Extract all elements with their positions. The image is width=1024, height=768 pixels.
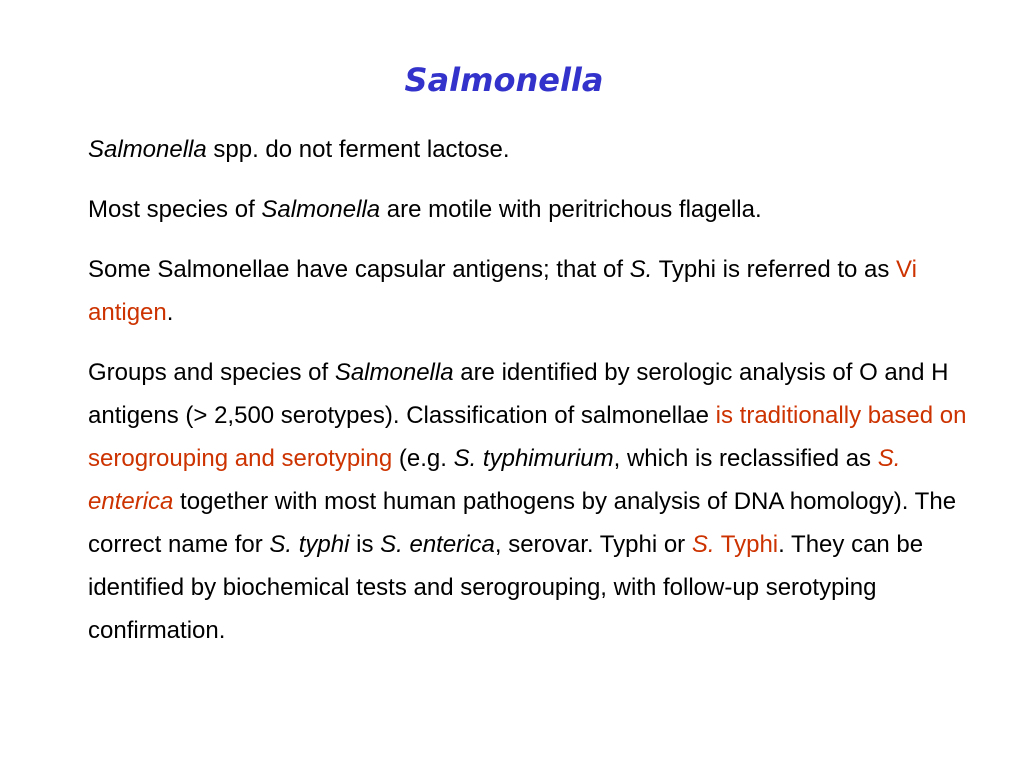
slide-title: Salmonella <box>404 61 604 99</box>
text-span: are identified by serologic analysis of O and H antigens (> 2,500 serotypes). Classification of salmonellae <box>88 359 949 429</box>
text-span: S. typhi <box>269 531 350 558</box>
paragraph-capsular-antigens <box>88 248 978 334</box>
paragraph-motility <box>88 188 978 231</box>
highlight-span: S. <box>691 531 715 558</box>
text-span: S. <box>629 256 653 283</box>
text-span: (e.g. <box>392 445 454 472</box>
text-span: together with most human pathogens by analysis of DNA homology). The correct name for <box>88 488 957 558</box>
text-span: Most species of <box>88 196 262 223</box>
text-span: . <box>166 299 174 326</box>
paragraph-classification <box>88 351 978 652</box>
text-span: Some Salmonellae have capsular antigens; that of <box>88 256 630 283</box>
highlight-span: Vi antigen <box>88 256 917 326</box>
text-span: Salmonella <box>334 359 454 386</box>
highlight-span: Typhi <box>714 531 779 558</box>
text-span: Salmonella <box>88 136 207 163</box>
highlight-span: S. enterica <box>88 445 901 515</box>
slide-body <box>88 128 978 669</box>
text-span: is <box>349 531 381 558</box>
text-span: Groups and species of <box>88 359 335 386</box>
text-span: Typhi is referred to as <box>652 256 897 283</box>
text-span: spp. do not ferment lactose. <box>206 136 510 163</box>
text-span: S. enterica <box>380 531 495 558</box>
text-span: S. typhimurium <box>453 445 614 472</box>
text-span: are motile with peritrichous flagella. <box>380 196 762 223</box>
text-span: . They can be identified by biochemical tests and serogrouping, with follow-up serotyping confirmation. <box>88 531 924 644</box>
text-span: Salmonella <box>261 196 381 223</box>
text-span: , which is reclassified as <box>613 445 878 472</box>
paragraph-lactose <box>88 128 978 171</box>
highlight-span: is traditionally based on serogrouping and serotyping <box>88 402 967 472</box>
text-span: , serovar. Typhi or <box>494 531 692 558</box>
